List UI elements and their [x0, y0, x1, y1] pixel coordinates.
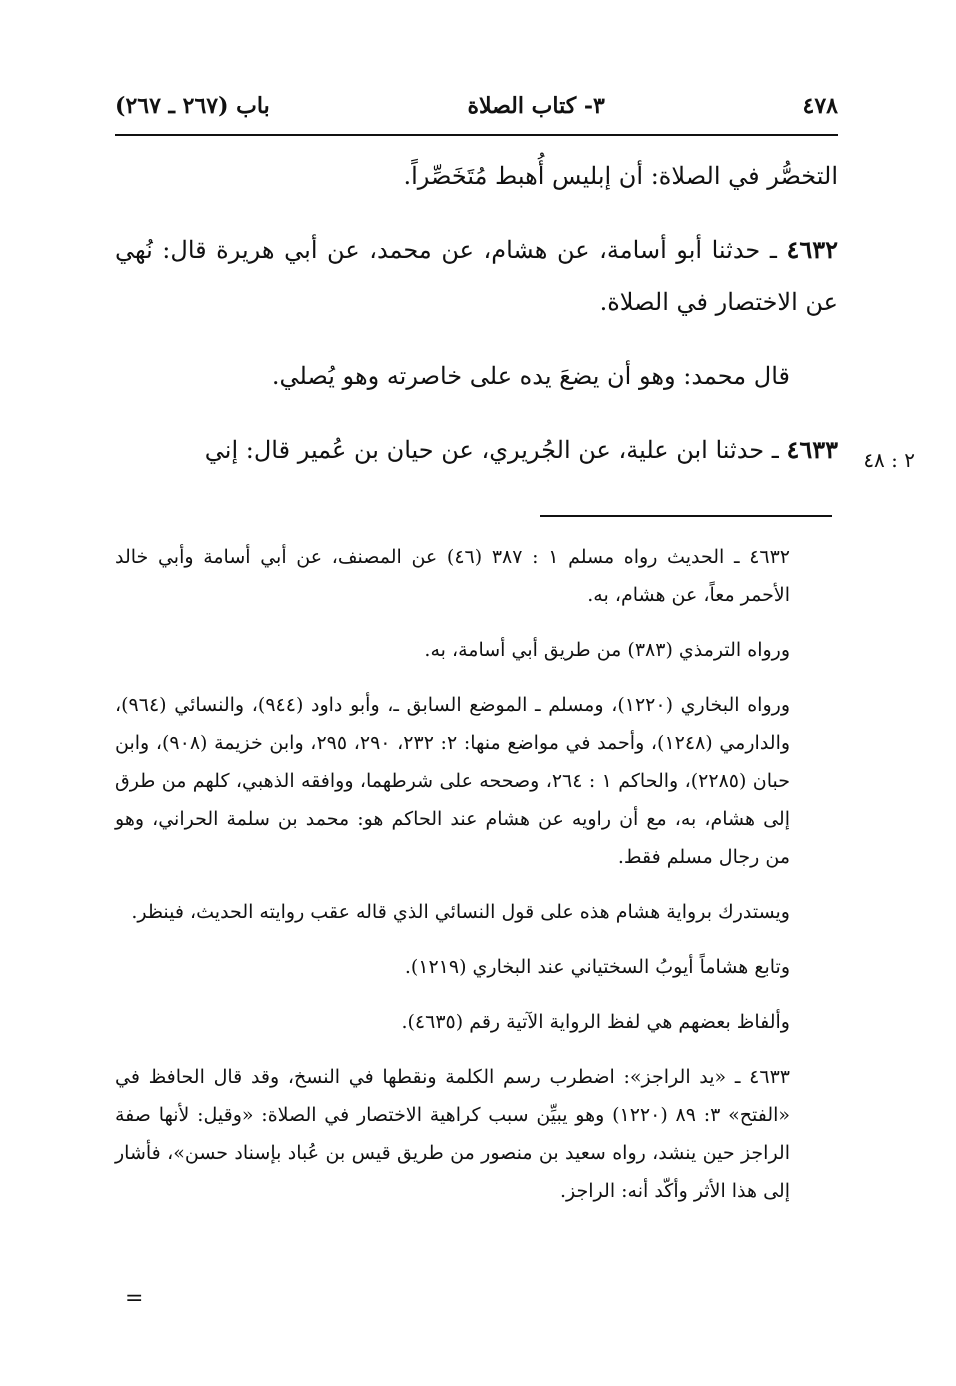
footnote-divider — [540, 515, 832, 517]
chapter-range: باب (٢٦٧ ـ ٢٦٧) — [115, 93, 270, 119]
margin-reference: ٢ : ٤٨ — [863, 448, 915, 472]
hadith-text: ـ حدثنا ابن علية، عن الجُريري، عن حيان بن عُمير قال: إني — [204, 436, 779, 464]
footnote-6: وألفاظ بعضهم هي لفظ الرواية الآتية رقم (٤٦٣٥). — [401, 1011, 790, 1033]
hadith-4632 — [115, 224, 838, 328]
main-text — [115, 150, 838, 498]
footnote-1: ٤٦٣٢ ـ الحديث رواه مسلم ١ : ٣٨٧ (٤٦) عن المصنف، عن أبي أسامة وأبي خالد الأحمر معاً، عن هشام، به. — [115, 546, 791, 606]
footnote-4: ويستدرك برواية هشام هذه على قول النسائي الذي قاله عقب روايته الحديث، فينظر. — [131, 901, 790, 923]
footnote-2: ورواه الترمذي (٣٨٣) من طريق أبي أسامة، به. — [424, 639, 790, 661]
paragraph-3: قال محمد: وهو أن يضعَ يده على خاصرته وهو يُصلي. — [271, 362, 790, 390]
hadith-text: ـ حدثنا أبو أسامة، عن هشام، عن محمد، عن أبي هريرة قال: نُهي عن الاختصار في الصلاة. — [115, 236, 838, 316]
header-divider — [115, 134, 838, 136]
book-title: ٣- كتاب الصلاة — [467, 93, 605, 119]
paragraph-1: التخصُّر في الصلاة: أن إبليس أُهبط مُتَخَصِّراً. — [403, 162, 838, 190]
footnote-7: ٤٦٣٣ ـ «يد الراجز»: اضطرب رسم الكلمة ونقطها في النسخ، وقد قال الحافظ في «الفتح» ٣: ٨٩ (١٢٢٠) وهو يبيِّن سبب كراهية الاختصار في الصلاة: «وقيل: لأنها صفة الراجز حين ينشد، رواه سعيد بن منصور من طريق قيس بن عُباد بإسناد حسن»، فأشار إلى هذا الأثر وأكّد أنه: الراجز. — [115, 1066, 791, 1202]
running-header — [115, 82, 838, 130]
footnote-5: وتابع هشاماً أيوبُ السختياني عند البخاري (١٢١٩). — [404, 956, 790, 978]
hadith-4633 — [115, 424, 838, 476]
hadith-number: ٤٦٣٢ — [786, 235, 838, 264]
continuation-mark: = — [125, 1286, 144, 1311]
footnotes — [115, 538, 838, 1227]
hadith-number: ٤٦٣٣ — [786, 435, 838, 464]
footnote-3: ورواه البخاري (١٢٢٠)، ومسلم ـ الموضع السابق ـ، وأبو داود (٩٤٤)، والنسائي (٩٦٤)، والدارمي (١٢٤٨)، وأحمد في مواضع منها: ٢: ٢٣٢، ٢٩٠، ٢٩٥، وابن خزيمة (٩٠٨)، وابن حبان (٢٢٨٥)، والحاكم ١ : ٢٦٤، وصححه على شرطهما، ووافقه الذهبي، كلهم من طرق إلى هشام، به، مع أن راويه عن هشام عند الحاكم هو: محمد بن سلمة الحراني، وهو من رجال مسلم فقط. — [115, 694, 791, 868]
page-number: ٤٧٨ — [802, 93, 838, 119]
